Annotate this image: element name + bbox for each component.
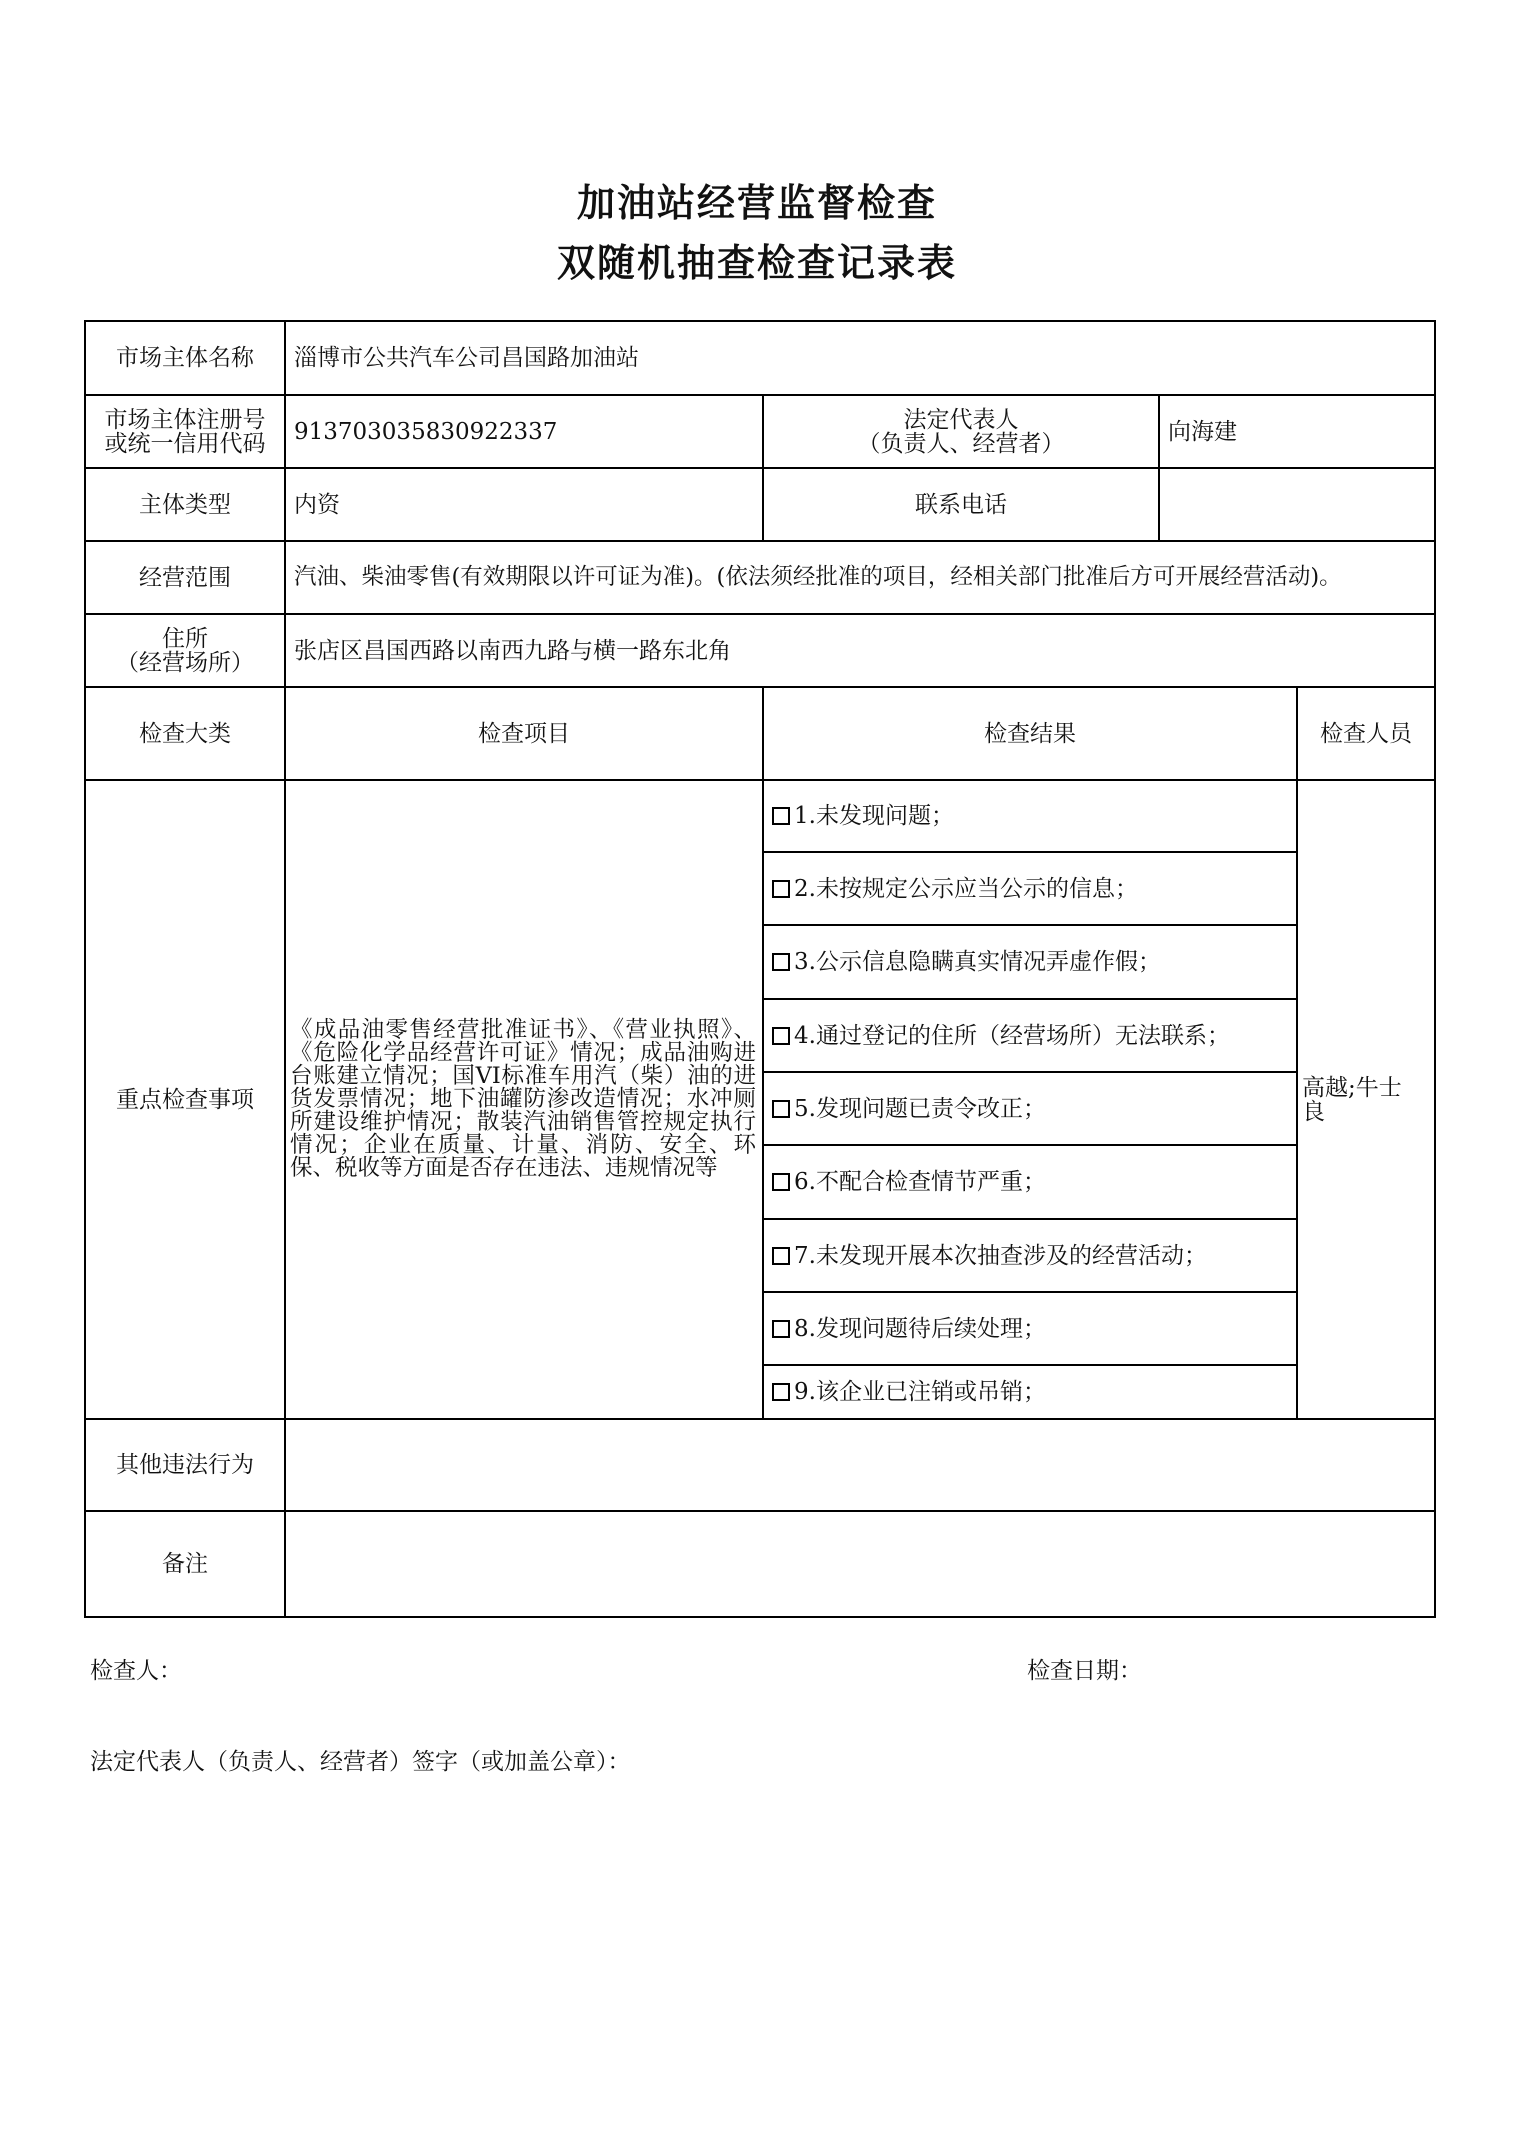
result-option-7[interactable] — [764, 1220, 1296, 1291]
result-option-label: 7.未发现开展本次抽查涉及的经营活动； — [794, 1242, 1207, 1269]
address-label-line-2: （经营场所） — [116, 649, 254, 676]
result-option-label: 1.未发现问题； — [794, 803, 954, 829]
result-option-label: 6.不配合检查情节严重； — [794, 1169, 1046, 1195]
checkbox-icon[interactable] — [772, 1247, 790, 1265]
legal-rep-signature-label: 法定代表人（负责人、经营者）签字（或加盖公章）： — [90, 1749, 631, 1775]
result-option-label: 9.该企业已注销或吊销； — [794, 1379, 1046, 1405]
reg-code-label-line-1: 市场主体注册号 — [104, 406, 266, 433]
entity-name-value: 淄博市公共汽车公司昌国路加油站 — [294, 345, 639, 371]
checkbox-icon[interactable] — [772, 1320, 790, 1338]
result-option-4[interactable] — [764, 1000, 1296, 1071]
result-option-2[interactable] — [764, 853, 1296, 924]
checkbox-icon[interactable] — [772, 1383, 790, 1401]
address-label-line-1: 住所 — [162, 625, 208, 652]
checkbox-icon[interactable] — [772, 1100, 790, 1118]
other-violations-value — [286, 1420, 1434, 1510]
result-option-label: 3.公示信息隐瞒真实情况弄虚作假； — [794, 949, 1161, 975]
inspectors-value: 高越;牛士良 — [1302, 1074, 1402, 1125]
inspection-category: 重点检查事项 — [116, 1086, 254, 1113]
header-inspectors: 检查人员 — [1320, 720, 1412, 747]
entity-type-label: 主体类型 — [139, 491, 231, 518]
reg-code-value: 913703035830922337 — [294, 418, 558, 445]
legal-rep-label — [764, 396, 1158, 467]
result-option-9[interactable] — [764, 1366, 1296, 1418]
result-option-label: 8.发现问题待后续处理； — [794, 1315, 1046, 1342]
result-option-1[interactable] — [764, 781, 1296, 851]
address-value: 张店区昌国西路以南西九路与横一路东北角 — [294, 637, 731, 664]
reg-code-label-line-2: 或统一信用代码 — [104, 430, 266, 457]
remarks-value — [286, 1512, 1434, 1616]
checkbox-icon[interactable] — [772, 1173, 790, 1191]
inspection-date-label: 检查日期： — [1027, 1658, 1142, 1684]
checkbox-icon[interactable] — [772, 953, 790, 971]
phone-value — [1160, 469, 1434, 540]
form-title-line-1: 加油站经营监督检查 — [576, 181, 937, 225]
result-option-3[interactable] — [764, 926, 1296, 998]
checkbox-icon[interactable] — [772, 807, 790, 825]
entity-type-value: 内资 — [294, 491, 340, 518]
header-results: 检查结果 — [984, 720, 1076, 747]
address-label — [86, 615, 284, 686]
inspection-items-text: 《成品油零售经营批准证书》、《营业执照》、《危险化学品经营许可证》情况；成品油购进台账建立情况；国VI标准车用汽（柴）油的进货发票情况；地下油罐防渗改造情况；水冲厕所建设维护情况；散装汽油销售管控规定执行情况；企业在质量、计量、消防、安全、环保、税收等方面是否存在违法、违规情况等 — [290, 1017, 756, 1181]
result-option-label: 4.通过登记的住所（经营场所）无法联系； — [794, 1022, 1230, 1049]
scope-label: 经营范围 — [139, 564, 231, 591]
header-items: 检查项目 — [478, 720, 570, 747]
checkbox-icon[interactable] — [772, 1027, 790, 1045]
inspector-signature-label: 检查人： — [90, 1658, 182, 1684]
result-option-label: 5.发现问题已责令改正； — [794, 1095, 1046, 1122]
legal-rep-value: 向海建 — [1168, 418, 1237, 445]
result-option-5[interactable] — [764, 1073, 1296, 1144]
header-category: 检查大类 — [139, 720, 231, 747]
entity-name-label: 市场主体名称 — [116, 345, 254, 371]
checkbox-icon[interactable] — [772, 880, 790, 898]
other-violations-label: 其他违法行为 — [116, 1452, 254, 1478]
legal-rep-label-line-2: （负责人、经营者） — [857, 430, 1065, 457]
result-option-6[interactable] — [764, 1146, 1296, 1218]
legal-rep-label-line-1: 法定代表人 — [903, 406, 1019, 433]
remarks-label: 备注 — [162, 1551, 208, 1577]
result-option-label: 2.未按规定公示应当公示的信息； — [794, 875, 1138, 902]
reg-code-label — [86, 396, 284, 467]
phone-label: 联系电话 — [915, 491, 1007, 518]
result-option-8[interactable] — [764, 1293, 1296, 1364]
scope-value: 汽油、柴油零售(有效期限以许可证为准)。(依法须经批准的项目，经相关部门批准后方可开展经营活动)。 — [294, 564, 1342, 590]
form-title-line-2: 双随机抽查检查记录表 — [556, 241, 957, 285]
